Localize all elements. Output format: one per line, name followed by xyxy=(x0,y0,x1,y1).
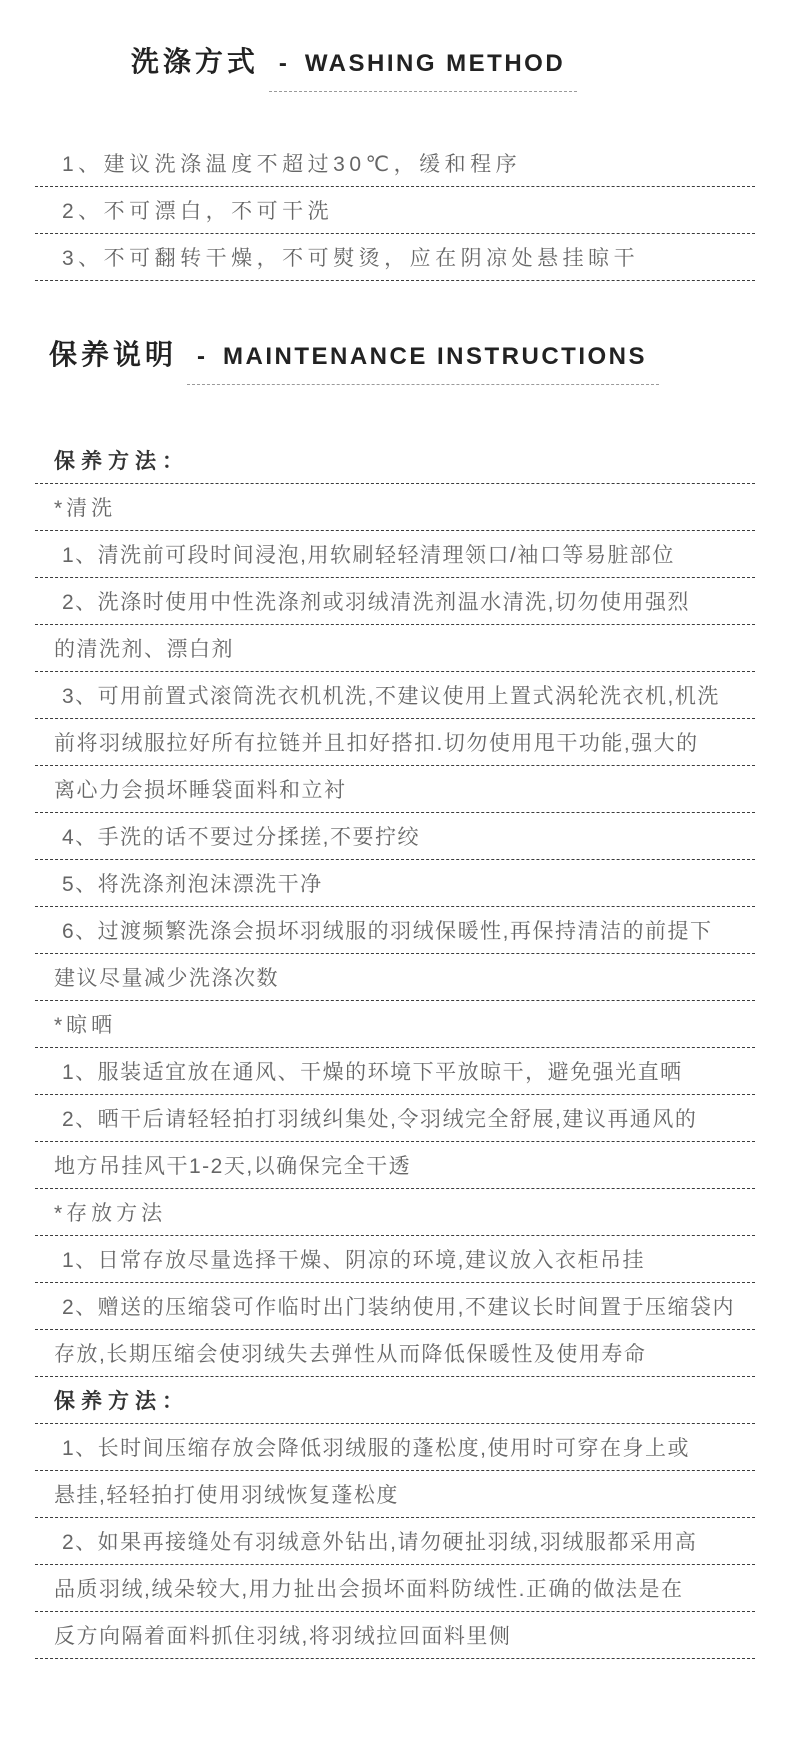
maintenance-item: 6、过渡频繁洗涤会损坏羽绒服的羽绒保暖性,再保持清洁的前提下 xyxy=(35,907,755,954)
maintenance-item: 前将羽绒服拉好所有拉链并且扣好搭扣.切勿使用甩干功能,强大的 xyxy=(35,719,755,766)
maintenance-item: 建议尽量减少洗涤次数 xyxy=(35,954,755,1001)
maintenance-item: 1、日常存放尽量选择干燥、阴凉的环境,建议放入衣柜吊挂 xyxy=(35,1236,755,1283)
maintenance-item: 4、手洗的话不要过分揉搓,不要拧绞 xyxy=(35,813,755,860)
washing-item: 1、建议洗涤温度不超过30℃，缓和程序 xyxy=(35,140,755,187)
maintenance-item: 的清洗剂、漂白剂 xyxy=(35,625,755,672)
maintenance-title-chinese: 保养说明 xyxy=(48,339,177,370)
maintenance-item: 保养方法： xyxy=(35,1377,755,1424)
maintenance-item: 5、将洗涤剂泡沫漂洗干净 xyxy=(35,860,755,907)
maintenance-item: 2、洗涤时使用中性洗涤剂或羽绒清洗剂温水清洗,切勿使用强烈 xyxy=(35,578,755,625)
maintenance-item: 存放,长期压缩会使羽绒失去弹性从而降低保暖性及使用寿命 xyxy=(35,1330,755,1377)
washing-section-title xyxy=(0,40,708,92)
maintenance-instructions-list xyxy=(35,437,755,1659)
washing-item: 2、不可漂白，不可干洗 xyxy=(35,187,755,234)
maintenance-item: 离心力会损坏睡袋面料和立衬 xyxy=(35,766,755,813)
washing-title-underline xyxy=(269,50,577,92)
washing-item: 3、不可翻转干燥，不可熨烫，应在阴凉处悬挂晾干 xyxy=(35,234,755,281)
maintenance-item: 2、晒干后请轻轻拍打羽绒纠集处,令羽绒完全舒展,建议再通风的 xyxy=(35,1095,755,1142)
washing-title-english: WASHING METHOD xyxy=(304,50,566,77)
maintenance-item: *存放方法 xyxy=(35,1189,755,1236)
title-separator: - xyxy=(278,50,287,77)
maintenance-item: 品质羽绒,绒朵较大,用力扯出会损坏面料防绒性.正确的做法是在 xyxy=(35,1565,755,1612)
maintenance-title-underline xyxy=(187,343,659,385)
maintenance-item: *晾晒 xyxy=(35,1001,755,1048)
maintenance-item: 1、长时间压缩存放会降低羽绒服的蓬松度,使用时可穿在身上或 xyxy=(35,1424,755,1471)
maintenance-section-title xyxy=(0,333,708,385)
maintenance-item: 1、清洗前可段时间浸泡,用软刷轻轻清理领口/袖口等易脏部位 xyxy=(35,531,755,578)
title-separator: - xyxy=(197,343,205,370)
maintenance-item: 反方向隔着面料抓住羽绒,将羽绒拉回面料里侧 xyxy=(35,1612,755,1659)
maintenance-item: 2、赠送的压缩袋可作临时出门装纳使用,不建议长时间置于压缩袋内 xyxy=(35,1283,755,1330)
maintenance-title-english: MAINTENANCE INSTRUCTIONS xyxy=(223,343,647,370)
maintenance-item: 3、可用前置式滚筒洗衣机机洗,不建议使用上置式涡轮洗衣机,机洗 xyxy=(35,672,755,719)
maintenance-item: 悬挂,轻轻拍打使用羽绒恢复蓬松度 xyxy=(35,1471,755,1518)
washing-title-chinese: 洗涤方式 xyxy=(130,46,259,77)
maintenance-item: 1、服装适宜放在通风、干燥的环境下平放晾干，避免强光直晒 xyxy=(35,1048,755,1095)
washing-method-list xyxy=(35,140,755,281)
maintenance-item: 保养方法： xyxy=(35,437,755,484)
maintenance-item: 地方吊挂风干1-2天,以确保完全干透 xyxy=(35,1142,755,1189)
maintenance-item: *清洗 xyxy=(35,484,755,531)
maintenance-item: 2、如果再接缝处有羽绒意外钻出,请勿硬扯羽绒,羽绒服都采用高 xyxy=(35,1518,755,1565)
